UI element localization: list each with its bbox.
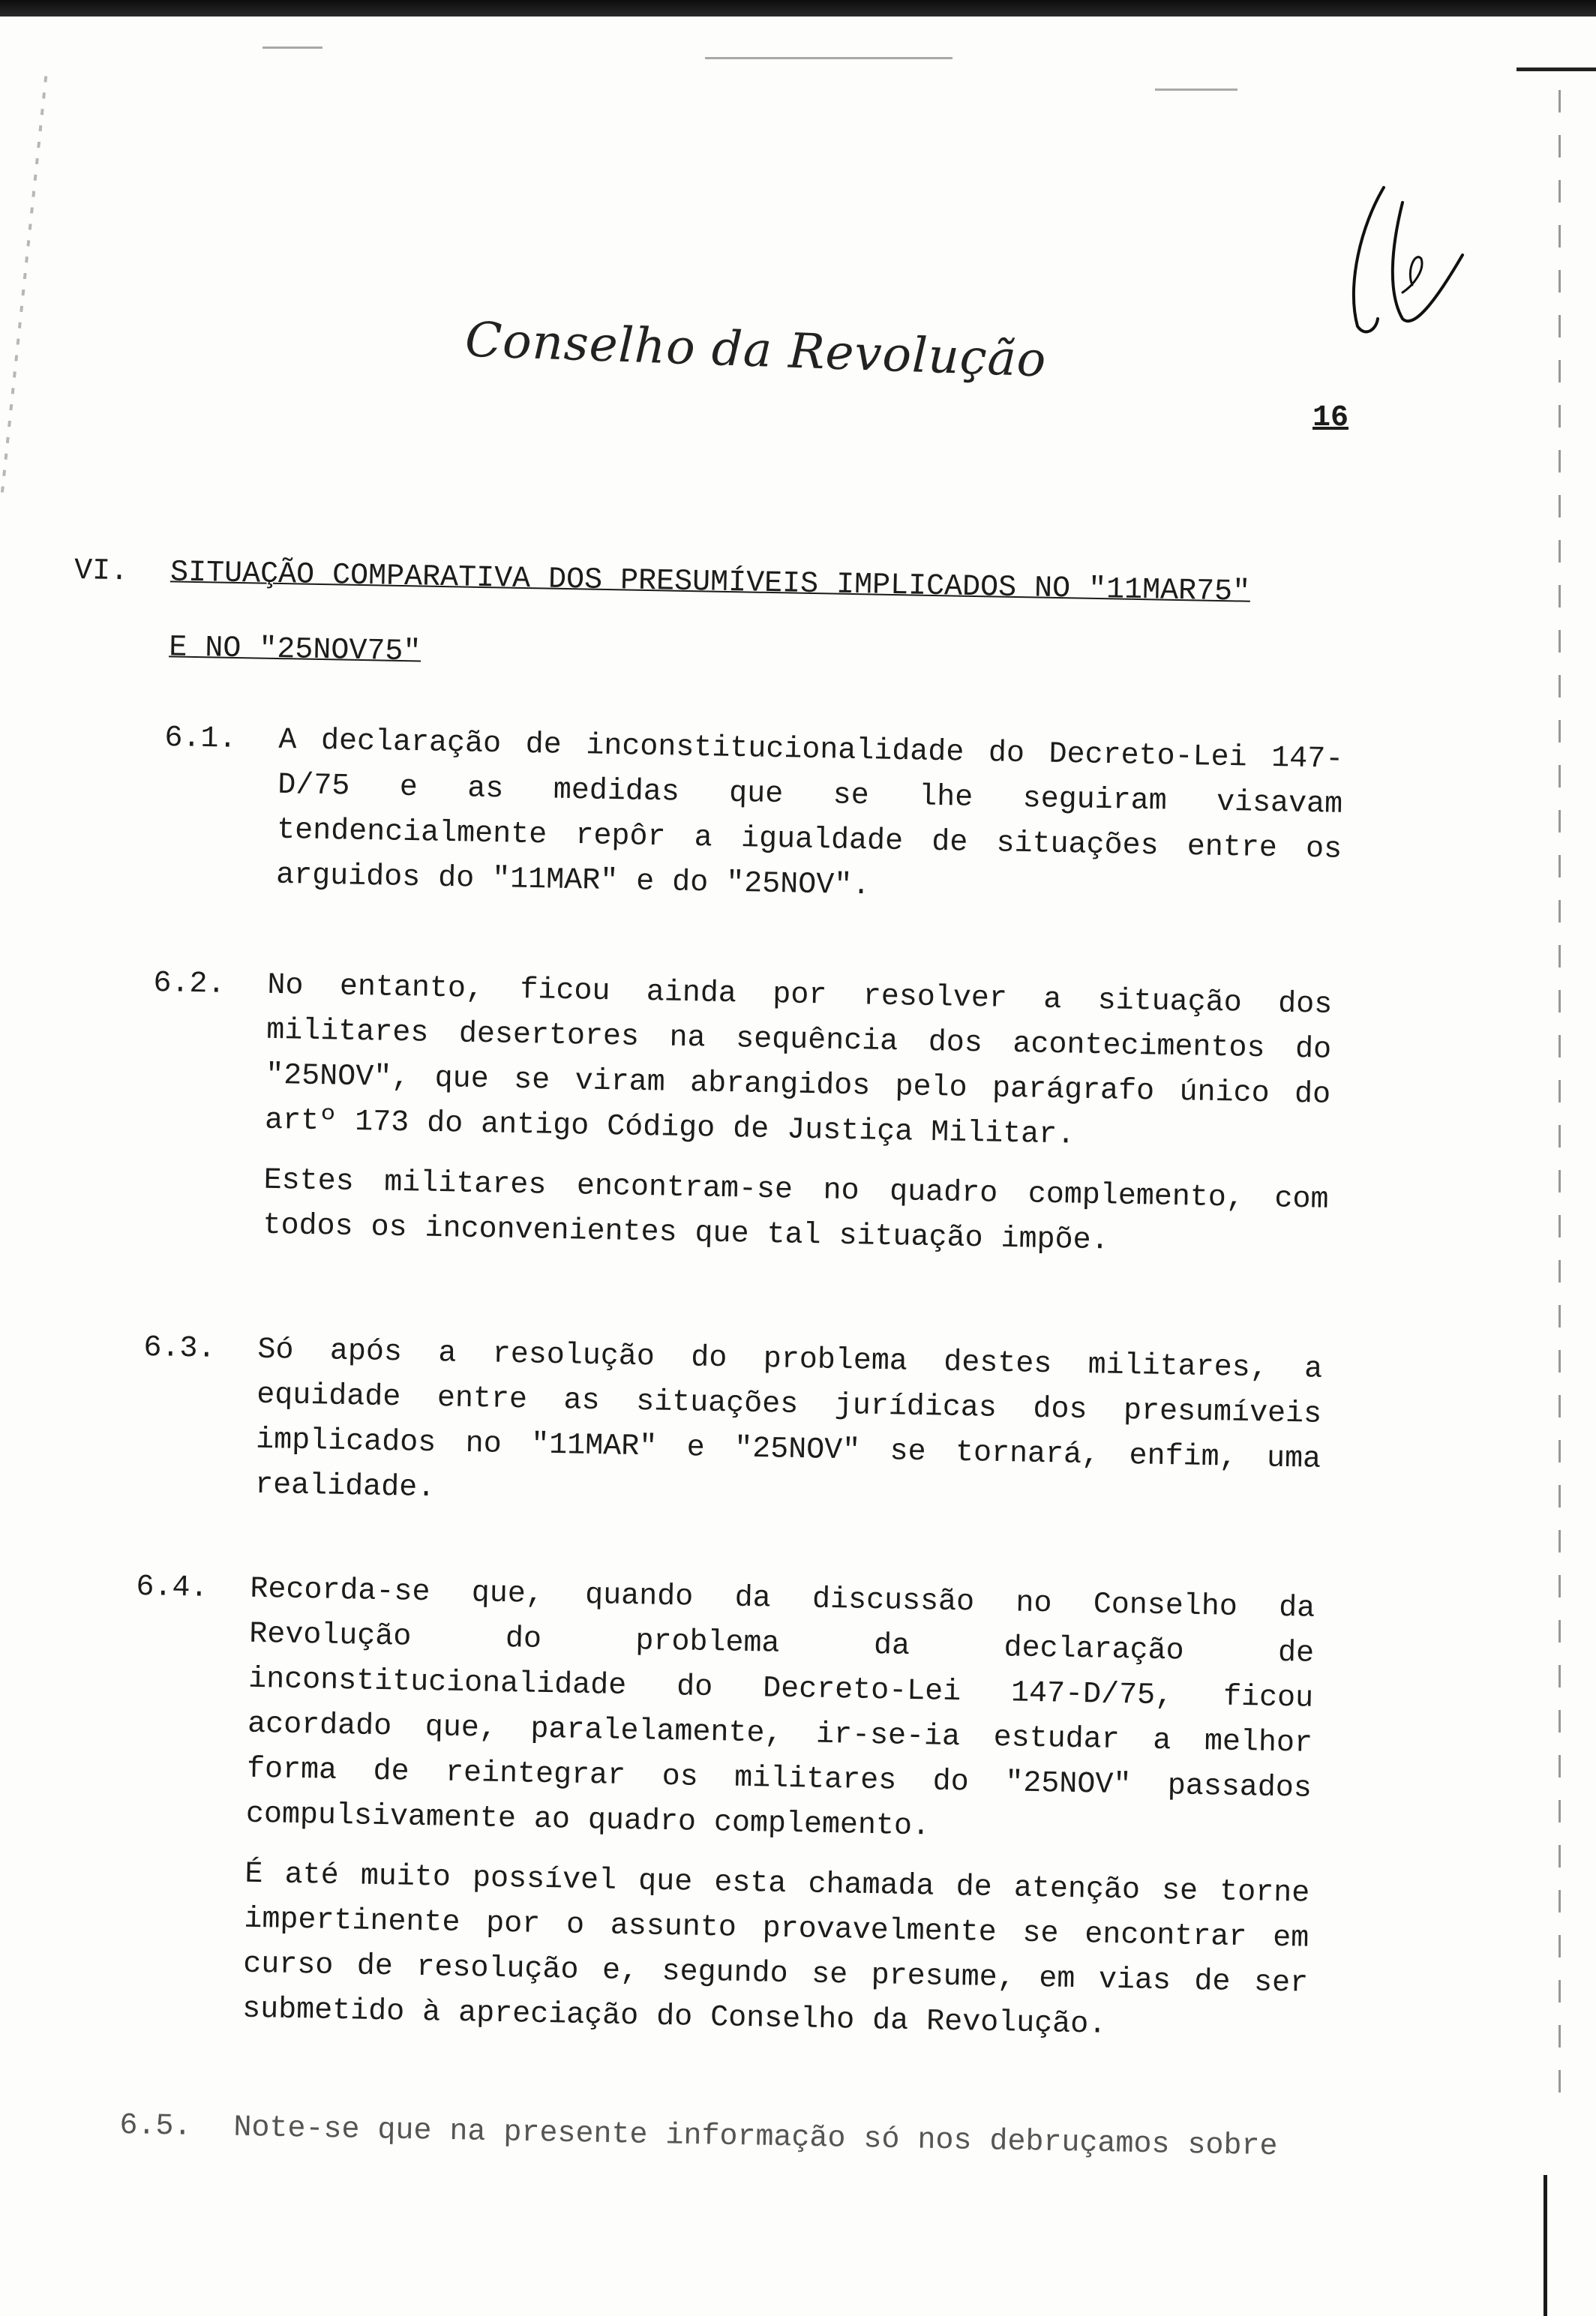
item-number: 6.1. — [164, 721, 237, 757]
item-paragraph: No entanto, ficou ainda por resolver a situação dos militares desertores na sequência dos acontecimentos do "25NOV", que se viram abrangidos pelo parágrafo único do artº 173 do antigo Código de Justiça Militar. — [264, 968, 1333, 1153]
item-number: 6.5. — [119, 2108, 192, 2144]
section-numeral: VI. — [74, 554, 129, 590]
section-title-line2: E NO "25NOV75" — [168, 631, 422, 670]
scan-top-border — [0, 0, 1596, 16]
item-paragraph: Estes militares encontram-se no quadro complemento, com todos os inconvenientes que tal situação impõe. — [262, 1163, 1329, 1258]
scan-right-border-bottom — [1544, 2175, 1547, 2316]
scan-dash-line — [705, 57, 952, 59]
scan-left-scratch — [1, 76, 48, 494]
numbered-item-6-3 — [140, 1326, 1323, 1543]
scan-edge-mark — [1516, 68, 1596, 71]
letterhead: Conselho da Revolução — [464, 312, 1048, 388]
section-heading — [72, 534, 1394, 708]
scan-right-border — [1558, 90, 1561, 2115]
item-paragraph: A declaração de inconstitucionalidade do Decreto-Lei 147-D/75 e as medidas que se lhe seguiram visavam tendencialmente repôr a igualdade de situações entre os arguidos do "11MAR" e do "25NOV". — [275, 723, 1344, 904]
item-paragraph: Só após a resolução do problema destes militares, a equidade entre as situações jurídicas dos presumíveis implicados no "11MAR" e "25NOV" se tornará, enfim, uma realidade. — [254, 1333, 1323, 1506]
item-number: 6.4. — [136, 1570, 208, 1606]
item-number: 6.3. — [143, 1330, 216, 1366]
numbered-item-6-4 — [128, 1565, 1315, 2067]
handwritten-initials — [1331, 180, 1466, 345]
item-paragraph: Recorda-se que, quando da discussão no Conselho da Revolução do problema da declaração de inconstitucionalidade do Decreto-Lei 147-D/75, ficou acordado que, paralelamente, ir-se-ia estudar a melhor forma de reintegrar os militares do "25NOV" passados compulsivamente ao quadro complemento. — [245, 1572, 1316, 1844]
scan-dash-line — [262, 46, 322, 49]
item-paragraph: Note-se que na presente informação só nos debruçamos sobre — [233, 2110, 1278, 2164]
numbered-item-6-2 — [148, 962, 1333, 1283]
page-number: 16 — [1312, 401, 1349, 435]
numbered-item-6-1 — [161, 716, 1344, 933]
item-number: 6.2. — [153, 966, 226, 1002]
item-paragraph: É até muito possível que esta chamada de atenção se torne impertinente por o assunto provavelmente se encontrar em curso de resolução e, segundo se presume, em vias de ser submetido à apreciação do Conselho da Revolução. — [242, 1857, 1310, 2042]
numbered-item-6-5 — [119, 2104, 1299, 2186]
section-title-line1: SITUAÇÃO COMPARATIVA DOS PRESUMÍVEIS IMPLICADOS NO "11MAR75" — [170, 556, 1251, 610]
scan-dash-line — [1155, 88, 1238, 91]
